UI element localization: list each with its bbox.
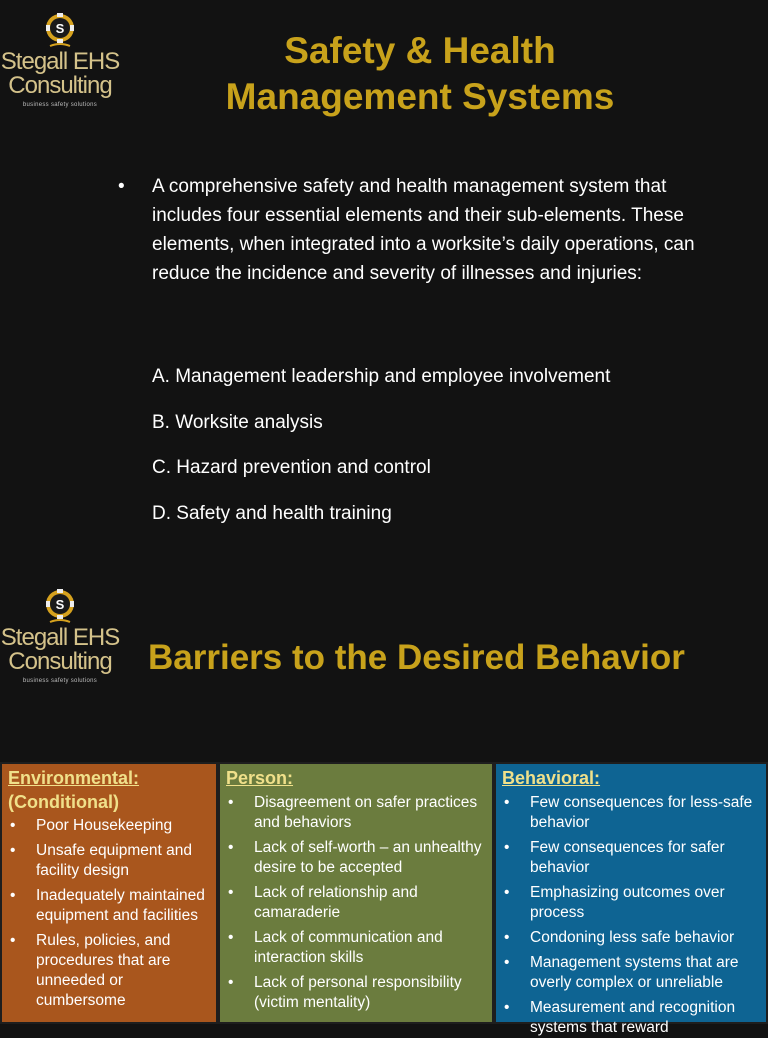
column-list — [496, 793, 766, 1038]
column-environmental — [0, 762, 218, 1024]
element-item: C. Hazard prevention and control — [152, 457, 431, 478]
logo-letter: S — [55, 21, 65, 36]
list-item: • Lack of relationship and camaraderie — [220, 883, 492, 923]
column-heading-text: Person: — [226, 768, 294, 788]
list-item: • Rules, policies, and procedures that are unneeded or cumbersome — [2, 931, 216, 1011]
slide-title-line2: Management Systems — [225, 76, 615, 117]
company-logo — [0, 10, 120, 108]
column-heading — [496, 764, 766, 790]
column-heading — [2, 764, 216, 814]
list-item: • Few consequences for safer behavior — [496, 838, 766, 878]
barriers-columns — [0, 762, 768, 1036]
slide-title-line1: Safety & Health — [284, 30, 556, 71]
column-list — [220, 793, 492, 1013]
list-item: • Poor Housekeeping — [2, 816, 216, 836]
list-item: • Measurement and recognition systems that reward — [496, 998, 766, 1038]
intro-bullet-text: A comprehensive safety and health management system that includes four essential elements and their sub-elements. These elements, when integrated into a worksite’s daily operations, can reduce the incidence and severity of illnesses and injuries: — [152, 176, 695, 284]
list-item: • Condoning less safe behavior — [496, 928, 766, 948]
logo-name-line2: Consulting — [8, 72, 112, 99]
company-logo — [0, 586, 120, 684]
list-item: • Management systems that are overly complex or unreliable — [496, 953, 766, 993]
column-heading-text: Environmental: — [8, 768, 140, 788]
logo-life-ring-icon — [43, 10, 77, 50]
element-item: A. Management leadership and employee involvement — [152, 366, 611, 387]
column-person — [218, 762, 494, 1024]
logo-tagline: business safety solutions — [22, 102, 98, 108]
list-item: • Lack of communication and interaction skills — [220, 928, 492, 968]
list-item: • Emphasizing outcomes over process — [496, 883, 766, 923]
list-item: • Lack of self-worth – an unhealthy desire to be accepted — [220, 838, 492, 878]
logo-name-line2: Consulting — [8, 648, 112, 675]
column-heading — [220, 764, 492, 790]
column-heading-text: Behavioral: — [502, 768, 601, 788]
logo-letter: S — [55, 597, 65, 612]
list-item: • Disagreement on safer practices and behaviors — [220, 793, 492, 833]
logo-tagline: business safety solutions — [22, 678, 98, 684]
slide-title — [170, 28, 670, 120]
elements-list — [152, 363, 610, 545]
logo-name-line1: Stegall EHS — [0, 624, 120, 651]
slide-barriers — [0, 576, 768, 1036]
list-item: • Unsafe equipment and facility design — [2, 841, 216, 881]
logo-life-ring-icon — [43, 586, 77, 626]
column-list — [2, 816, 216, 1011]
logo-name-line1: Stegall EHS — [0, 48, 120, 75]
element-item: D. Safety and health training — [152, 502, 392, 524]
column-subheading: (Conditional) — [8, 792, 119, 812]
bullet-icon: • — [118, 176, 125, 197]
list-item: • Few consequences for less-safe behavior — [496, 793, 766, 833]
list-item: • Lack of personal responsibility (victim mentality) — [220, 973, 492, 1013]
element-item: B. Worksite analysis — [152, 411, 323, 433]
column-behavioral — [494, 762, 768, 1036]
slide-title: Barriers to the Desired Behavior — [148, 638, 685, 677]
list-item: • Inadequately maintained equipment and facilities — [2, 886, 216, 926]
